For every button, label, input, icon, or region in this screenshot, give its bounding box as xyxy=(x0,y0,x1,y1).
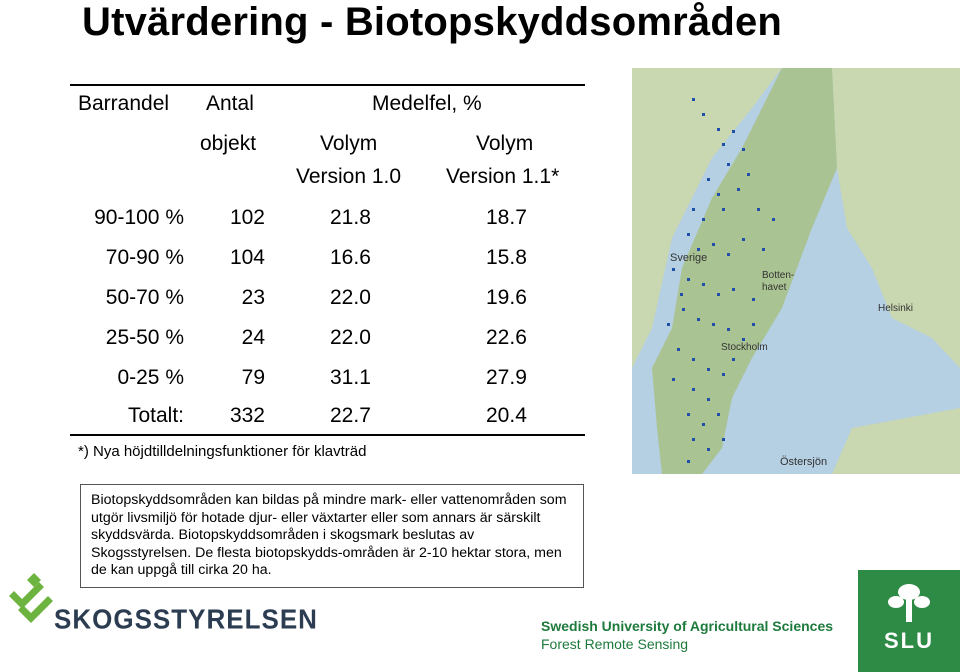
map-dot xyxy=(692,438,695,441)
map-dot xyxy=(717,128,720,131)
map-label-helsinki: Helsinki xyxy=(878,303,914,314)
map-dot xyxy=(762,248,765,251)
header-volym-1: Volym xyxy=(320,132,378,155)
map-dot xyxy=(707,448,710,451)
map-dot xyxy=(687,413,690,416)
map-dot xyxy=(737,188,740,191)
map-dot xyxy=(672,378,675,381)
cell-volym-v10: 21.8 xyxy=(330,206,371,229)
map-dot xyxy=(707,368,710,371)
cell-antal: 104 xyxy=(229,246,265,269)
map-dot xyxy=(772,218,775,221)
cell-volym-v11: 20.4 xyxy=(486,404,527,427)
map-dot xyxy=(712,323,715,326)
map-dot xyxy=(727,163,730,166)
cell-barrandel: 90-100 % xyxy=(94,206,184,229)
map-dot xyxy=(742,338,745,341)
map-dot xyxy=(672,268,675,271)
map-dot xyxy=(702,113,705,116)
cell-volym-v10: 31.1 xyxy=(330,366,371,389)
cell-barrandel: 50-70 % xyxy=(105,286,184,309)
slu-logo-text: SLU xyxy=(884,628,934,653)
map-dot xyxy=(722,208,725,211)
table-bottom-rule xyxy=(70,434,585,436)
map-dot xyxy=(667,323,670,326)
map-dot xyxy=(697,248,700,251)
cell-antal: 332 xyxy=(229,404,265,427)
map-dot xyxy=(687,278,690,281)
cell-volym-v11: 22.6 xyxy=(486,326,527,349)
map-dot xyxy=(707,178,710,181)
map-dot xyxy=(702,423,705,426)
map-dot xyxy=(687,233,690,236)
cell-barrandel: 25-50 % xyxy=(105,326,184,349)
map-dot xyxy=(687,460,690,463)
map-dot xyxy=(722,373,725,376)
map-dot xyxy=(747,173,750,176)
map-dot xyxy=(732,358,735,361)
slu-tree-icon xyxy=(858,570,960,630)
map-dot xyxy=(692,98,695,101)
map-dot xyxy=(717,413,720,416)
cell-barrandel: Totalt: xyxy=(127,404,184,427)
map-dot xyxy=(722,143,725,146)
map-dot xyxy=(752,323,755,326)
map-dot xyxy=(702,283,705,286)
map-dot xyxy=(707,398,710,401)
map-dot xyxy=(717,293,720,296)
cell-volym-v10: 16.6 xyxy=(330,246,371,269)
header-version-11: Version 1.1* xyxy=(446,165,560,188)
map-dot xyxy=(712,243,715,246)
map-dot xyxy=(727,253,730,256)
slu-logo xyxy=(858,570,960,672)
cell-volym-v10: 22.0 xyxy=(330,286,371,309)
cell-antal: 79 xyxy=(241,366,265,389)
map-dot xyxy=(692,388,695,391)
map-dot xyxy=(677,348,680,351)
table-top-rule xyxy=(70,84,585,86)
map-label-stockholm: Stockholm xyxy=(721,342,768,353)
cell-antal: 24 xyxy=(241,326,265,349)
map-dot xyxy=(692,358,695,361)
map-dot xyxy=(692,208,695,211)
cell-volym-v11: 18.7 xyxy=(486,206,527,229)
header-volym-2: Volym xyxy=(476,132,534,155)
header-barrandel: Barrandel xyxy=(78,92,170,115)
map-dot xyxy=(752,298,755,301)
map-dot xyxy=(702,218,705,221)
map-dot xyxy=(727,328,730,331)
header-objekt: objekt xyxy=(200,132,257,155)
map-dot xyxy=(682,308,685,311)
map-dot xyxy=(680,293,683,296)
sweden-map xyxy=(632,68,960,474)
page-title: Utvärdering - Biotopskyddsområden xyxy=(82,0,783,44)
map-dot xyxy=(742,238,745,241)
cell-volym-v11: 19.6 xyxy=(486,286,527,309)
header-antal: Antal xyxy=(206,92,254,115)
header-version-10: Version 1.0 xyxy=(296,165,402,188)
cell-volym-v10: 22.7 xyxy=(330,404,371,427)
cell-volym-v11: 15.8 xyxy=(486,246,527,269)
cell-volym-v11: 27.9 xyxy=(486,366,527,389)
footnote: *) Nya höjdtilldelningsfunktioner för klavträd xyxy=(78,443,367,460)
map-dot xyxy=(697,318,700,321)
map-dot xyxy=(742,148,745,151)
slu-university-name: Swedish University of Agricultural Sciences xyxy=(541,618,834,634)
skogsstyrelsen-wordmark: SKOGSSTYRELSEN xyxy=(54,603,318,635)
info-box: Biotopskyddsområden kan bildas på mindre mark- eller vattenområden som utgör livsmiljö för hotade djur- eller växtarter eller som annars är särskilt skyddsvärda. Biotopskyddsområden i skogsmark beslutas av Skogsstyrelsen. De flesta biotopskydds-områden är 2-10 hektar stora, men de kan uppgå till cirka 20 ha. xyxy=(80,484,584,588)
map-dot xyxy=(732,130,735,133)
slu-department: Forest Remote Sensing xyxy=(541,636,689,652)
cell-antal: 23 xyxy=(241,286,265,309)
map-graphic xyxy=(632,68,960,474)
map-dot xyxy=(722,438,725,441)
map-dot xyxy=(732,288,735,291)
map-dot xyxy=(757,208,760,211)
header-medelfel: Medelfel, % xyxy=(372,92,482,115)
map-dot xyxy=(717,193,720,196)
map-label-sweden: Sverige xyxy=(670,252,708,264)
cell-volym-v10: 22.0 xyxy=(330,326,371,349)
cell-barrandel: 0-25 % xyxy=(117,366,184,389)
cell-barrandel: 70-90 % xyxy=(105,246,184,269)
map-label-ostersjon: Östersjön xyxy=(780,456,828,468)
cell-antal: 102 xyxy=(229,206,265,229)
map-label-bottenhavet: Botten-havet xyxy=(762,270,795,293)
